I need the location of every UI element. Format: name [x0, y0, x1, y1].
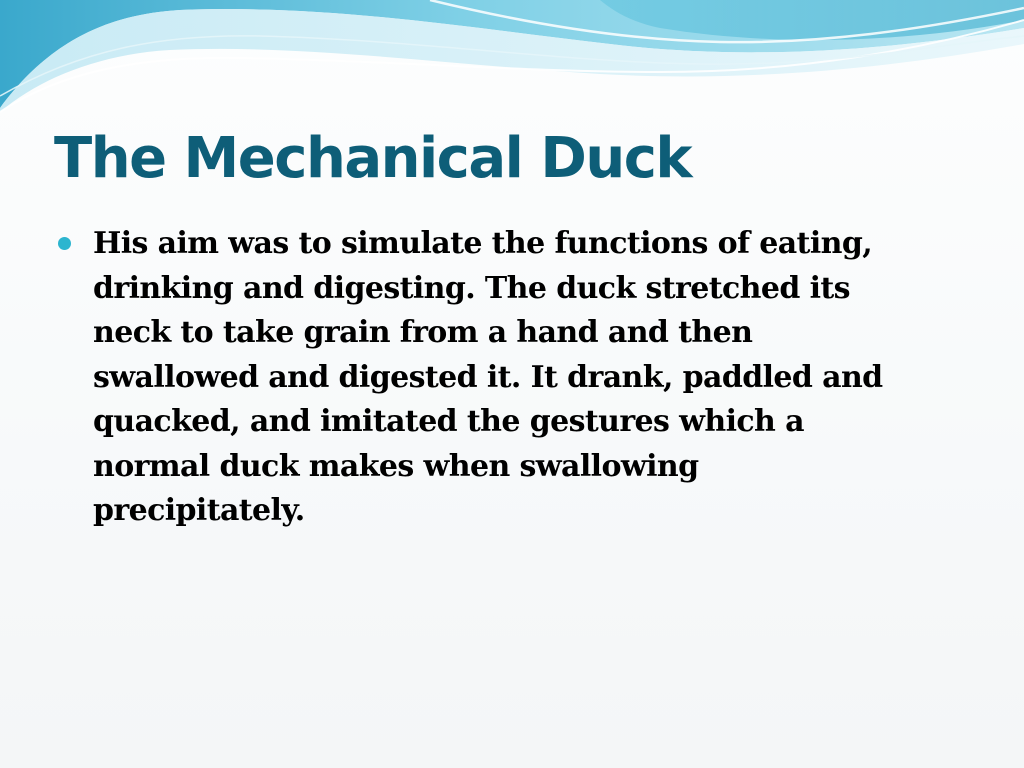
slide-title: The Mechanical Duck — [54, 126, 692, 191]
bullet-item — [58, 222, 938, 534]
bullet-dot-icon — [58, 237, 71, 250]
bullet-text: His aim was to simulate the functions of eating, drinking and digesting. The duck stretched its neck to take grain from a hand and then swallowed and digested it. It drank, paddled and quacked, and imitated the gestures which a normal duck makes when swallowing precipitately. — [93, 226, 883, 528]
bullet-list — [58, 222, 938, 534]
wave-header-decoration — [0, 0, 1024, 130]
